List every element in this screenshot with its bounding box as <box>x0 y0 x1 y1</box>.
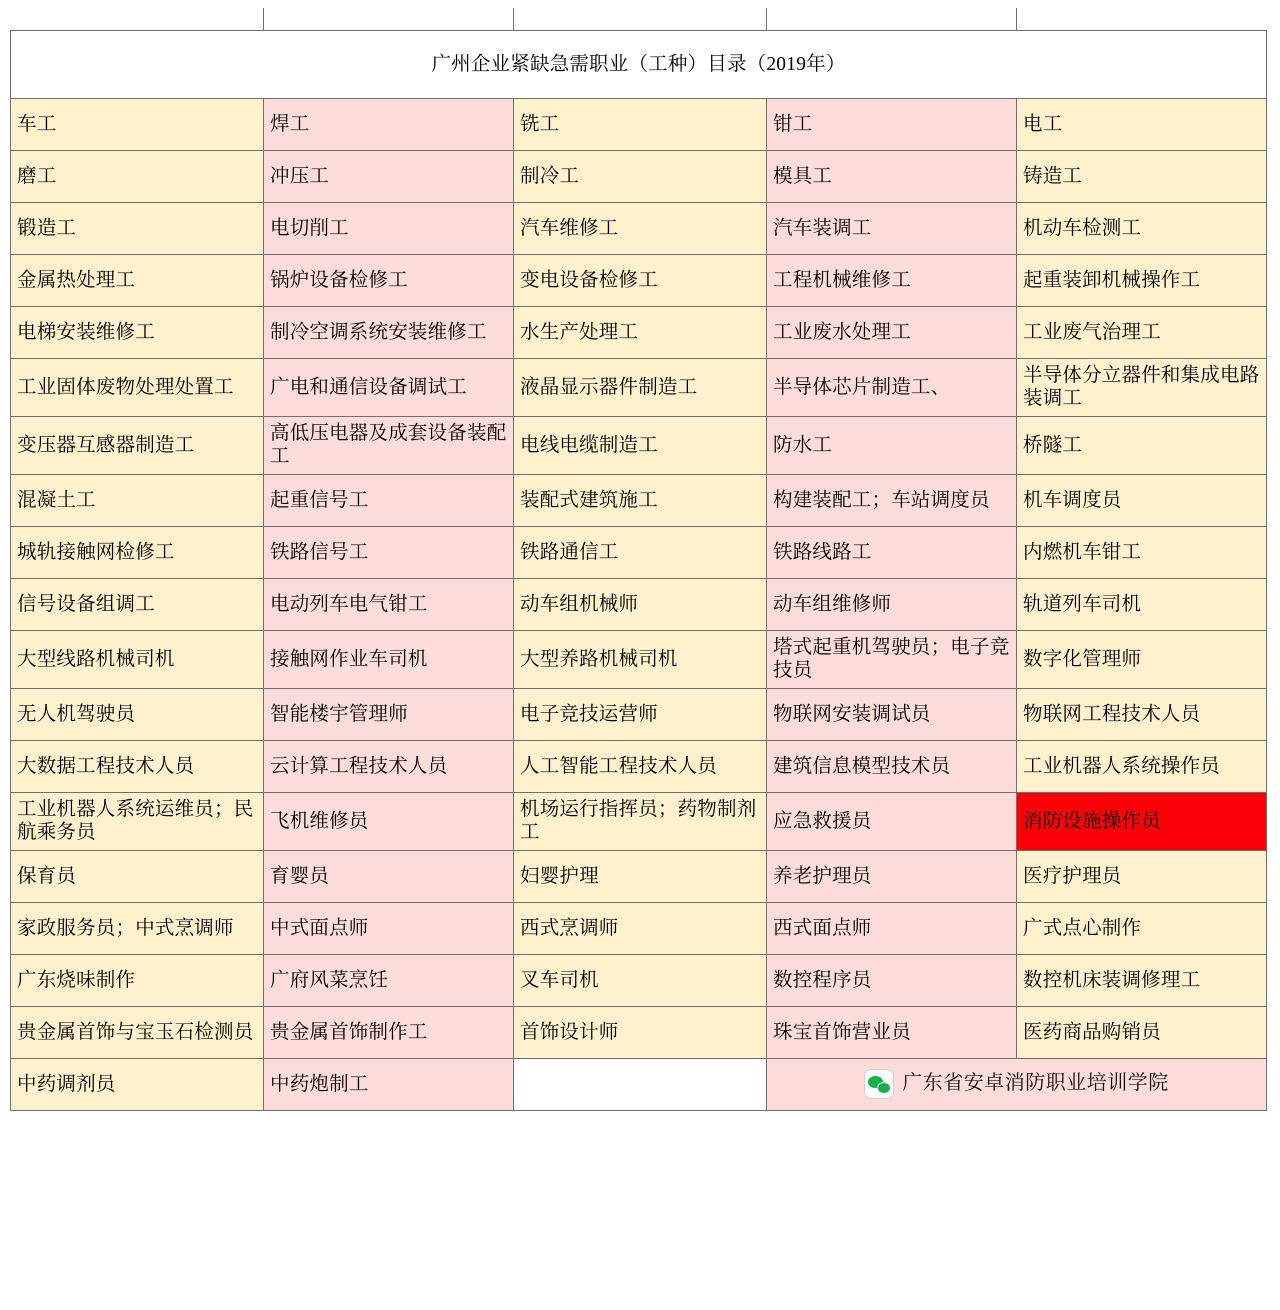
table-cell: 半导体芯片制造工、 <box>767 359 1017 417</box>
table-cell: 电梯安装维修工 <box>11 307 264 359</box>
table-cell: 广东烧味制作 <box>11 955 264 1007</box>
table-cell: 金属热处理工 <box>11 255 264 307</box>
table-cell: 中式面点师 <box>264 903 514 955</box>
table-row <box>11 475 1267 527</box>
table-row <box>11 851 1267 903</box>
table-cell: 动车组机械师 <box>514 579 767 631</box>
table-cell: 汽车装调工 <box>767 203 1017 255</box>
table-cell: 养老护理员 <box>767 851 1017 903</box>
table-cell: 人工智能工程技术人员 <box>514 741 767 793</box>
table-row <box>11 903 1267 955</box>
spacer-cell <box>514 8 767 31</box>
table-cell: 焊工 <box>264 99 514 151</box>
table-cell: 医疗护理员 <box>1017 851 1267 903</box>
table-cell: 塔式起重机驾驶员；电子竞技员 <box>767 631 1017 689</box>
table-cell: 中药炮制工 <box>264 1059 514 1111</box>
table-cell: 车工 <box>11 99 264 151</box>
table-row <box>11 741 1267 793</box>
table-row-last <box>11 1059 1267 1111</box>
table-cell: 水生产处理工 <box>514 307 767 359</box>
table-cell: 家政服务员；中式烹调师 <box>11 903 264 955</box>
table-cell: 贵金属首饰制作工 <box>264 1007 514 1059</box>
table-cell: 西式烹调师 <box>514 903 767 955</box>
table-cell: 电线电缆制造工 <box>514 417 767 475</box>
table-cell: 液晶显示器件制造工 <box>514 359 767 417</box>
table-cell: 电子竞技运营师 <box>514 689 767 741</box>
table-cell: 动车组维修师 <box>767 579 1017 631</box>
table-cell: 冲压工 <box>264 151 514 203</box>
table-cell: 汽车维修工 <box>514 203 767 255</box>
table-row <box>11 527 1267 579</box>
table-row <box>11 255 1267 307</box>
table-cell: 妇婴护理 <box>514 851 767 903</box>
table-row <box>11 955 1267 1007</box>
table-cell: 变电设备检修工 <box>514 255 767 307</box>
table-cell: 铁路信号工 <box>264 527 514 579</box>
table-row <box>11 793 1267 851</box>
table-cell: 机动车检测工 <box>1017 203 1267 255</box>
table-cell: 贵金属首饰与宝玉石检测员 <box>11 1007 264 1059</box>
table-cell: 工程机械维修工 <box>767 255 1017 307</box>
table-cell: 半导体分立器件和集成电路装调工 <box>1017 359 1267 417</box>
table-cell: 物联网安装调试员 <box>767 689 1017 741</box>
table-row <box>11 359 1267 417</box>
table-cell: 大型养路机械司机 <box>514 631 767 689</box>
table-cell: 锅炉设备检修工 <box>264 255 514 307</box>
page-title: 广州企业紧缺急需职业（工种）目录（2019年） <box>11 31 1267 99</box>
table-cell: 中药调剂员 <box>11 1059 264 1111</box>
table-row <box>11 689 1267 741</box>
table-cell: 电工 <box>1017 99 1267 151</box>
table-cell: 城轨接触网检修工 <box>11 527 264 579</box>
table-cell: 机车调度员 <box>1017 475 1267 527</box>
table-cell: 首饰设计师 <box>514 1007 767 1059</box>
table-cell: 数控机床装调修理工 <box>1017 955 1267 1007</box>
table-cell: 铸造工 <box>1017 151 1267 203</box>
table-cell: 电动列车电气钳工 <box>264 579 514 631</box>
table-cell: 西式面点师 <box>767 903 1017 955</box>
table-cell: 工业废水处理工 <box>767 307 1017 359</box>
table-cell: 智能楼宇管理师 <box>264 689 514 741</box>
table-cell: 机场运行指挥员；药物制剂工 <box>514 793 767 851</box>
table-cell: 铣工 <box>514 99 767 151</box>
table-cell: 云计算工程技术人员 <box>264 741 514 793</box>
table-cell: 轨道列车司机 <box>1017 579 1267 631</box>
table-cell: 信号设备组调工 <box>11 579 264 631</box>
highlighted-cell-fire-safety-operator: 消防设施操作员 <box>1017 793 1267 851</box>
table-cell: 育婴员 <box>264 851 514 903</box>
table-cell: 模具工 <box>767 151 1017 203</box>
spacer-cell <box>1017 8 1267 31</box>
table-cell: 变压器互感器制造工 <box>11 417 264 475</box>
table-row <box>11 631 1267 689</box>
table-cell: 广府风菜烹饪 <box>264 955 514 1007</box>
table-row <box>11 417 1267 475</box>
table-cell: 混凝土工 <box>11 475 264 527</box>
table-cell: 内燃机车钳工 <box>1017 527 1267 579</box>
table-cell: 大型线路机械司机 <box>11 631 264 689</box>
empty-cell <box>514 1059 767 1111</box>
table-cell: 高低压电器及成套设备装配工 <box>264 417 514 475</box>
table-cell: 钳工 <box>767 99 1017 151</box>
table-cell: 医药商品购销员 <box>1017 1007 1267 1059</box>
table-row <box>11 1007 1267 1059</box>
wechat-icon <box>864 1069 894 1099</box>
spacer-cell <box>11 8 264 31</box>
table-cell: 起重信号工 <box>264 475 514 527</box>
spreadsheet-document <box>0 8 1280 1310</box>
table-row <box>11 99 1267 151</box>
table-cell: 制冷工 <box>514 151 767 203</box>
table-cell: 叉车司机 <box>514 955 767 1007</box>
table-cell: 工业废气治理工 <box>1017 307 1267 359</box>
table-cell: 保育员 <box>11 851 264 903</box>
table-cell: 磨工 <box>11 151 264 203</box>
table-cell: 大数据工程技术人员 <box>11 741 264 793</box>
table-cell: 起重装卸机械操作工 <box>1017 255 1267 307</box>
table-cell: 构建装配工；车站调度员 <box>767 475 1017 527</box>
table-cell: 锻造工 <box>11 203 264 255</box>
table-cell: 制冷空调系统安装维修工 <box>264 307 514 359</box>
table-cell: 铁路线路工 <box>767 527 1017 579</box>
table-cell: 装配式建筑施工 <box>514 475 767 527</box>
table-cell: 建筑信息模型技术员 <box>767 741 1017 793</box>
table-cell: 工业机器人系统运维员；民航乘务员 <box>11 793 264 851</box>
spacer-cell <box>767 8 1017 31</box>
table-cell: 工业固体废物处理处置工 <box>11 359 264 417</box>
table-cell: 铁路通信工 <box>514 527 767 579</box>
table-cell: 数字化管理师 <box>1017 631 1267 689</box>
watermark-text: 广东省安卓消防职业培训学院 <box>902 1072 1169 1095</box>
table-cell: 数控程序员 <box>767 955 1017 1007</box>
table-row <box>11 579 1267 631</box>
table-cell: 应急救援员 <box>767 793 1017 851</box>
table-cell: 工业机器人系统操作员 <box>1017 741 1267 793</box>
occupation-catalog-table <box>10 8 1267 1111</box>
table-cell: 电切削工 <box>264 203 514 255</box>
table-cell: 桥隧工 <box>1017 417 1267 475</box>
table-row <box>11 203 1267 255</box>
watermark-logo <box>767 1059 1267 1111</box>
spacer-cell <box>264 8 514 31</box>
title-row <box>11 31 1267 99</box>
table-cell: 珠宝首饰营业员 <box>767 1007 1017 1059</box>
table-cell: 广式点心制作 <box>1017 903 1267 955</box>
table-cell: 飞机维修员 <box>264 793 514 851</box>
spacer-row <box>11 8 1267 31</box>
table-cell: 物联网工程技术人员 <box>1017 689 1267 741</box>
table-cell: 无人机驾驶员 <box>11 689 264 741</box>
table-row <box>11 151 1267 203</box>
table-cell: 防水工 <box>767 417 1017 475</box>
table-cell: 广电和通信设备调试工 <box>264 359 514 417</box>
table-cell: 接触网作业车司机 <box>264 631 514 689</box>
table-row <box>11 307 1267 359</box>
